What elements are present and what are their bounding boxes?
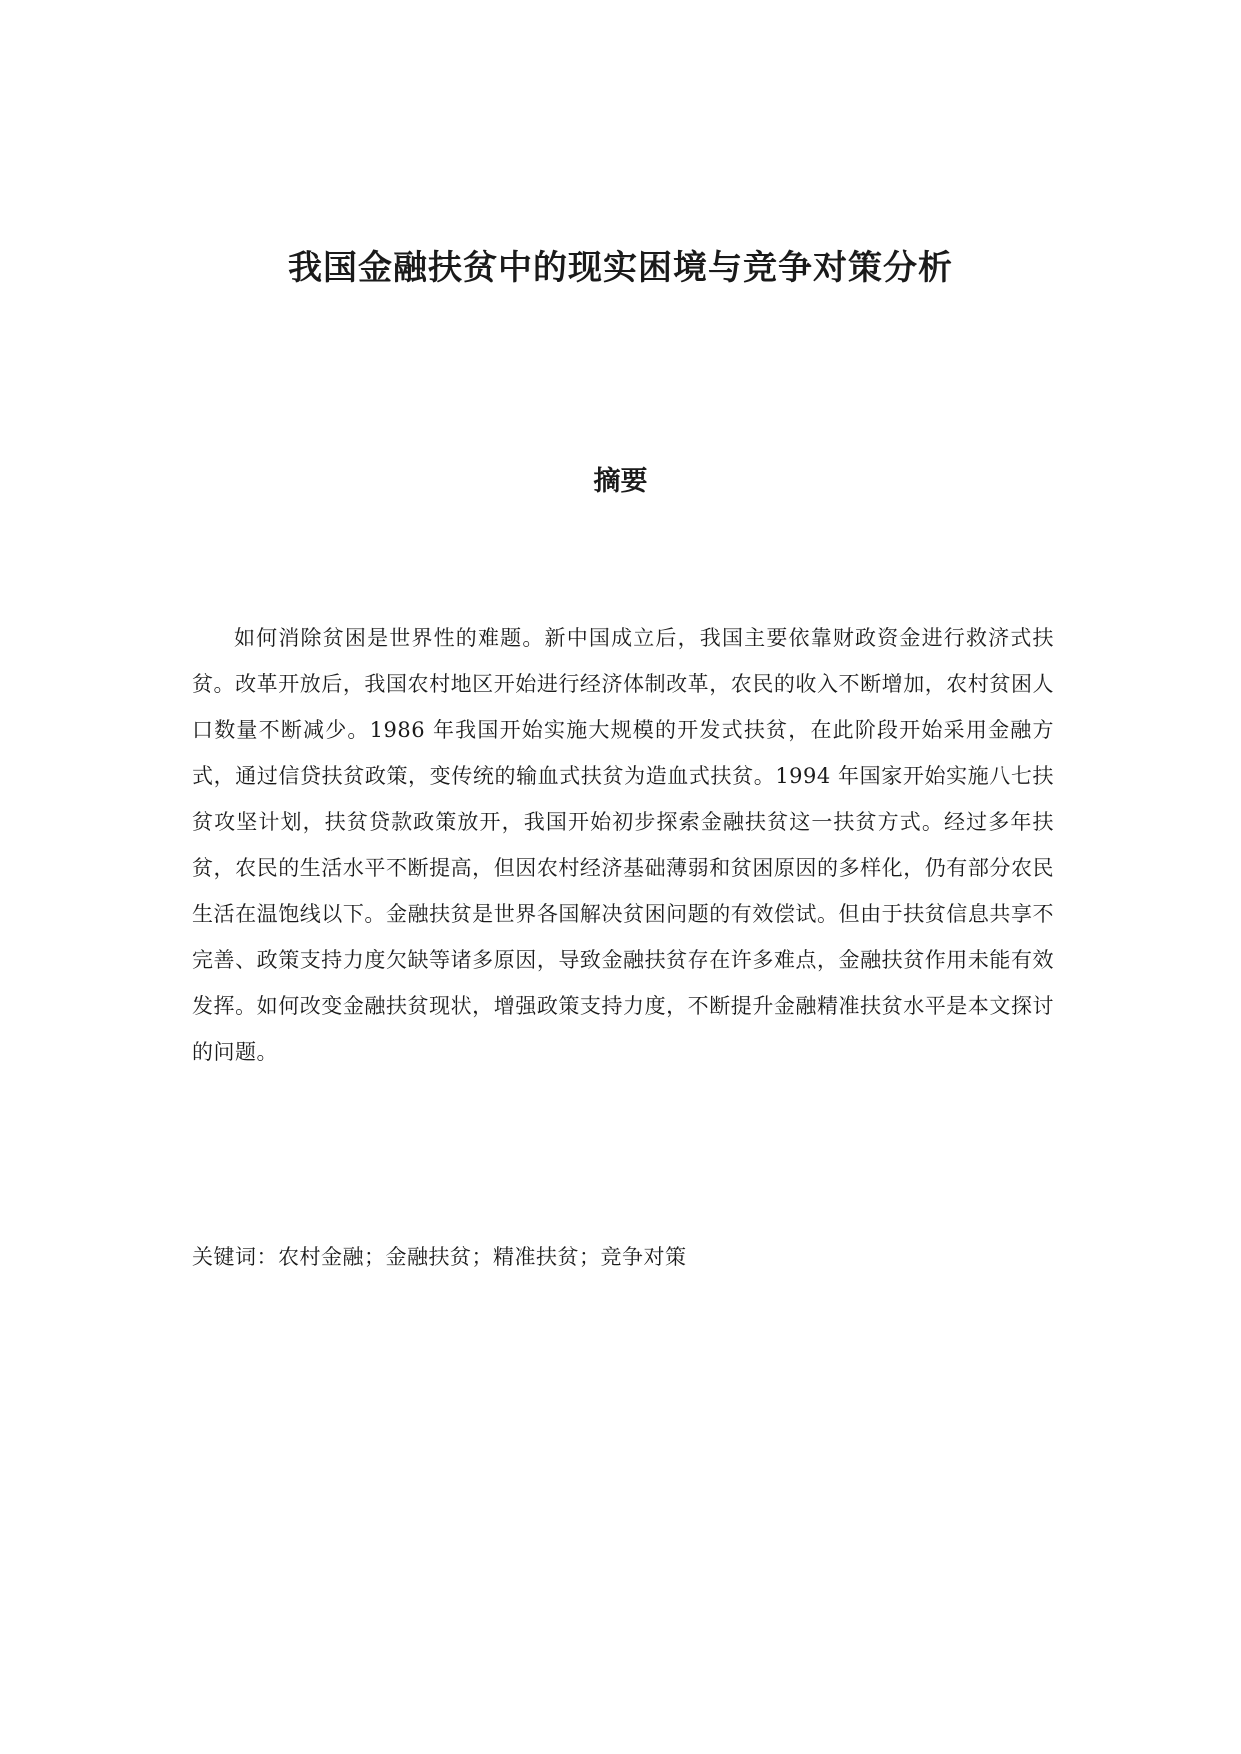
keywords-line: 关键词：农村金融；金融扶贫；精准扶贫；竞争对策 xyxy=(192,1245,687,1269)
document-title: 我国金融扶贫中的现实困境与竞争对策分析 xyxy=(288,248,953,288)
abstract-body: 如何消除贫困是世界性的难题。新中国成立后，我国主要依靠财政资金进行救济式扶贫。改革开放后，我国农村地区开始进行经济体制改革，农民的收入不断增加，农村贫困人口数量不断减少。1986 年我国开始实施大规模的开发式扶贫，在此阶段开始采用金融方式，通过信贷扶贫政策，变传统的输血式扶贫为造血式扶贫。1994 年国家开始实施八七扶贫攻坚计划，扶贫贷款政策放开，我国开始初步探索金融扶贫这一扶贫方式。经过多年扶贫，农民的生活水平不断提高，但因农村经济基础薄弱和贫困原因的多样化，仍有部分农民生活在温饱线以下。金融扶贫是世界各国解决贫困问题的有效偿试。但由于扶贫信息共享不完善、政策支持力度欠缺等诸多原因，导致金融扶贫存在许多难点，金融扶贫作用未能有效发挥。如何改变金融扶贫现状，增强政策支持力度，不断提升金融精准扶贫水平是本文探讨的问题。 xyxy=(192,626,1054,1064)
abstract-heading: 摘要 xyxy=(593,466,648,497)
